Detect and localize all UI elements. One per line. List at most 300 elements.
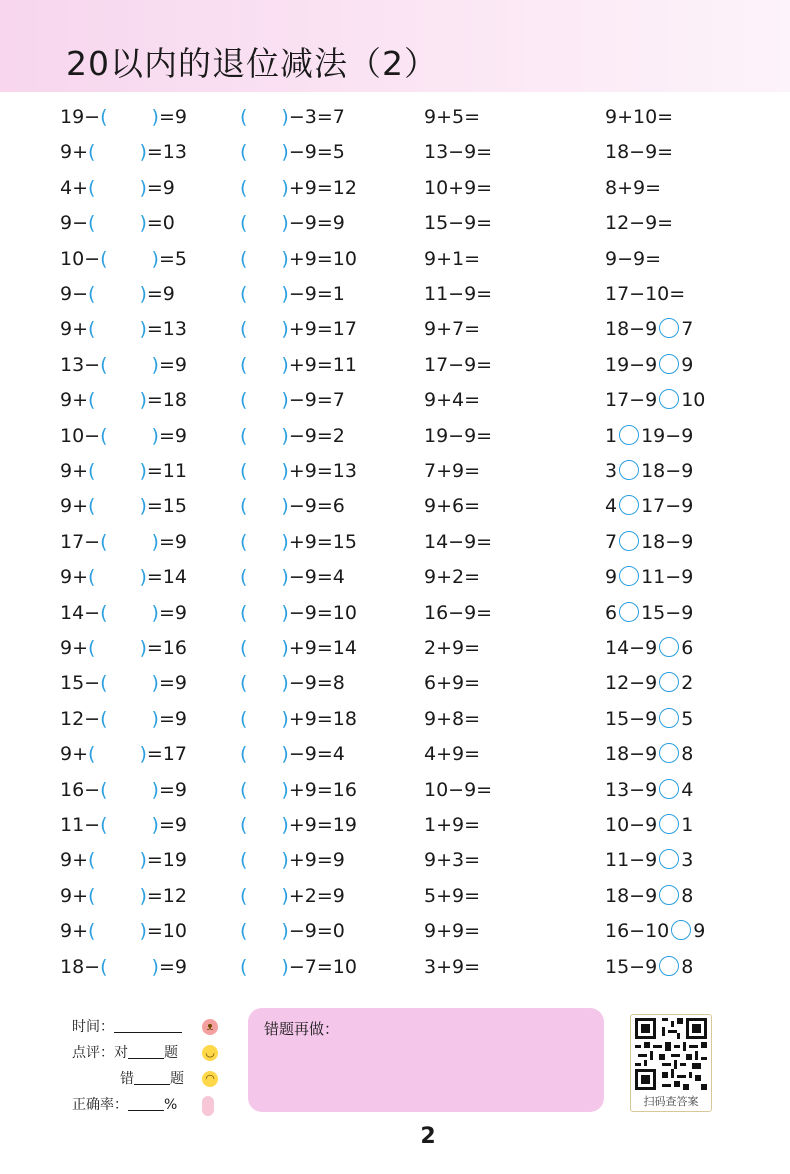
equation-suffix: −9=9 [288, 212, 345, 235]
equation-suffix: −3=7 [288, 106, 345, 128]
equation-prefix: 9− [60, 212, 89, 235]
exercise-row [0, 383, 790, 417]
exercise-col3[interactable]: 14−9= [424, 530, 493, 553]
exercise-col3[interactable]: 19−9= [424, 424, 493, 447]
exercise-col4 [605, 489, 693, 523]
compare-left: 6 [605, 601, 618, 624]
open-paren: ( [240, 849, 248, 872]
close-paren: ) [281, 353, 289, 376]
equation-suffix: =9 [158, 530, 187, 553]
exercise-col2 [240, 242, 357, 276]
equation-prefix: 9+ [60, 884, 89, 907]
equation-suffix: +9=10 [288, 247, 357, 270]
compare-circle[interactable] [659, 814, 679, 834]
exercise-col1 [60, 383, 187, 417]
exercise-row [0, 879, 790, 913]
equation-suffix: =9 [158, 955, 187, 978]
equation-suffix: +9=19 [288, 814, 357, 836]
equation-suffix: =9 [158, 106, 187, 128]
accuracy-row [72, 1094, 177, 1116]
accuracy-label: 正确率： [72, 1097, 128, 1113]
equation-suffix: +9=9 [288, 849, 345, 872]
exercise-col2 [240, 419, 345, 453]
compare-circle[interactable] [619, 531, 639, 551]
correct-blank[interactable] [128, 1044, 164, 1059]
rabbit-icon [202, 1096, 214, 1116]
exercise-row [0, 596, 790, 630]
compare-left: 12−9 [605, 672, 658, 695]
equation-prefix: 9+ [60, 460, 89, 482]
compare-right: 17−9 [641, 495, 694, 518]
exercise-col3[interactable]: 5+9= [424, 884, 481, 907]
equation-suffix: =0 [146, 212, 175, 235]
equation-suffix: −9=1 [288, 283, 345, 305]
exercise-col1 [60, 206, 175, 240]
exercise-col3[interactable]: 15−9= [424, 212, 493, 235]
compare-left: 10−9 [605, 814, 658, 836]
exercise-row [0, 454, 790, 488]
exercise-col1 [60, 843, 187, 877]
exercise-col2 [240, 596, 357, 630]
equation-suffix: =10 [146, 920, 187, 943]
exercise-col4 [605, 843, 693, 877]
time-blank[interactable] [114, 1018, 182, 1033]
equation-suffix: −9=5 [288, 141, 345, 164]
correct-label: 对 [114, 1045, 128, 1061]
retry-box[interactable] [248, 1008, 604, 1112]
close-paren: ) [151, 814, 159, 836]
compare-left: 16−10 [605, 920, 670, 943]
compare-right: 8 [681, 743, 694, 766]
open-paren: ( [240, 743, 248, 766]
equation-prefix: 13− [60, 353, 101, 376]
page-title: 20以内的退位减法（2） [66, 44, 438, 83]
equation-prefix: 9+ [60, 743, 89, 766]
open-paren: ( [100, 106, 108, 128]
close-paren: ) [281, 601, 289, 624]
open-paren: ( [240, 495, 248, 518]
close-paren: ) [139, 176, 147, 199]
open-paren: ( [240, 814, 248, 836]
equation-prefix: 9+ [60, 318, 89, 341]
open-paren: ( [100, 778, 108, 801]
equation-text[interactable]: 17−10= [605, 283, 686, 305]
exercise-row [0, 702, 790, 736]
compare-circle[interactable] [659, 743, 679, 763]
compare-circle[interactable] [659, 637, 679, 657]
equation-suffix: −9=6 [288, 495, 345, 518]
exercise-col3[interactable]: 10+9= [424, 176, 493, 199]
open-paren: ( [100, 601, 108, 624]
compare-left: 15−9 [605, 955, 658, 978]
compare-right: 9 [693, 920, 706, 943]
compare-right: 4 [681, 778, 694, 801]
exercise-col3[interactable]: 3+9= [424, 955, 481, 978]
equation-suffix: =9 [158, 424, 187, 447]
exercise-col4 [605, 171, 661, 205]
compare-right: 15−9 [641, 601, 694, 624]
exercise-col1 [60, 277, 175, 311]
exercise-col2 [240, 135, 345, 169]
exercise-col3[interactable]: 9+8= [424, 707, 481, 730]
open-paren: ( [240, 955, 248, 978]
exercise-col4 [605, 773, 693, 807]
compare-circle[interactable] [659, 779, 679, 799]
open-paren: ( [240, 601, 248, 624]
equation-prefix: 9+ [60, 637, 89, 659]
open-paren: ( [88, 743, 96, 766]
compare-right: 8 [681, 955, 694, 978]
compare-left: 14−9 [605, 637, 658, 659]
exercise-col2 [240, 631, 357, 665]
open-paren: ( [88, 920, 96, 943]
exercise-col1 [60, 914, 187, 948]
exercise-col4 [605, 596, 693, 630]
close-paren: ) [281, 637, 289, 659]
exercise-row [0, 914, 790, 948]
qr-code-card[interactable] [630, 1014, 712, 1112]
equation-suffix: +9=15 [288, 530, 357, 553]
equation-text[interactable]: 8+9= [605, 176, 662, 199]
open-paren: ( [88, 212, 96, 235]
compare-circle[interactable] [619, 602, 639, 622]
close-paren: ) [139, 743, 147, 766]
close-paren: ) [281, 176, 289, 199]
exercise-col1 [60, 737, 187, 771]
compare-right: 11−9 [641, 566, 694, 589]
exercise-row [0, 277, 790, 311]
exercise-col3[interactable]: 17−9= [424, 353, 493, 376]
equation-prefix: 17− [60, 530, 101, 553]
compare-right: 10 [681, 389, 706, 412]
close-paren: ) [281, 212, 289, 235]
equation-prefix: 9+ [60, 389, 89, 412]
compare-circle[interactable] [659, 708, 679, 728]
compare-circle[interactable] [619, 425, 639, 445]
equation-suffix: −9=4 [288, 566, 345, 589]
compare-left: 11−9 [605, 849, 658, 872]
close-paren: ) [139, 283, 147, 305]
compare-left: 1 [605, 424, 618, 447]
compare-left: 4 [605, 495, 618, 518]
equation-suffix: =15 [146, 495, 187, 518]
equation-prefix: 9+ [60, 141, 89, 164]
equation-prefix: 9+ [60, 566, 89, 589]
equation-suffix: =9 [146, 283, 175, 305]
exercise-col3[interactable]: 9+2= [424, 566, 481, 589]
exercise-col1 [60, 135, 187, 169]
open-paren: ( [240, 530, 248, 553]
open-paren: ( [240, 424, 248, 447]
exercise-col1 [60, 525, 187, 559]
compare-right: 2 [681, 672, 694, 695]
open-paren: ( [240, 672, 248, 695]
exercise-col1 [60, 950, 187, 984]
equation-prefix: 9+ [60, 495, 89, 518]
correct-unit: 题 [164, 1045, 178, 1061]
compare-right: 19−9 [641, 424, 694, 447]
compare-left: 7 [605, 530, 618, 553]
open-paren: ( [240, 318, 248, 341]
exercise-col3[interactable]: 4+9= [424, 743, 481, 766]
review-row [72, 1042, 178, 1064]
compare-circle[interactable] [619, 566, 639, 586]
exercise-col2 [240, 454, 357, 488]
review-label: 点评： [72, 1045, 114, 1061]
equation-prefix: 18− [60, 955, 101, 978]
exercise-col1 [60, 560, 187, 594]
compare-left: 18−9 [605, 318, 658, 341]
compare-circle[interactable] [659, 318, 679, 338]
exercise-row [0, 348, 790, 382]
close-paren: ) [151, 672, 159, 695]
exercise-col4 [605, 242, 661, 276]
exercise-col2 [240, 383, 345, 417]
compare-right: 7 [681, 318, 694, 341]
header-banner [0, 0, 790, 92]
exercise-col3[interactable]: 6+9= [424, 672, 481, 695]
equation-prefix: 10− [60, 247, 101, 270]
equation-suffix: +9=12 [288, 176, 357, 199]
open-paren: ( [88, 495, 96, 518]
close-paren: ) [281, 707, 289, 730]
open-paren: ( [240, 247, 248, 270]
exercise-row [0, 773, 790, 807]
close-paren: ) [151, 247, 159, 270]
close-paren: ) [139, 141, 147, 164]
equation-suffix: −9=4 [288, 743, 345, 766]
exercise-col4 [605, 135, 673, 169]
compare-right: 18−9 [641, 460, 694, 482]
exercise-col1 [60, 419, 187, 453]
open-paren: ( [100, 955, 108, 978]
exercise-col3[interactable]: 9+1= [424, 247, 481, 270]
compare-right: 5 [681, 707, 694, 730]
close-paren: ) [139, 318, 147, 341]
equation-text[interactable]: 12−9= [605, 212, 674, 235]
wrong-blank[interactable] [134, 1070, 170, 1085]
equation-suffix: −7=10 [288, 955, 357, 978]
compare-circle[interactable] [659, 389, 679, 409]
close-paren: ) [281, 778, 289, 801]
exercise-col3[interactable]: 9+6= [424, 495, 481, 518]
equation-suffix: +9=17 [288, 318, 357, 341]
equation-suffix: =19 [146, 849, 187, 872]
exercise-col2 [240, 312, 357, 346]
equation-suffix: =17 [146, 743, 187, 766]
close-paren: ) [281, 283, 289, 305]
open-paren: ( [88, 637, 96, 659]
exercise-col2 [240, 348, 357, 382]
open-paren: ( [240, 106, 248, 128]
exercise-col4 [605, 631, 693, 665]
compare-left: 17−9 [605, 389, 658, 412]
equation-suffix: −9=2 [288, 424, 345, 447]
exercise-row [0, 206, 790, 240]
pig-face-icon: ᴥ [202, 1019, 218, 1035]
exercise-col2 [240, 773, 357, 807]
equation-prefix: 9+ [60, 920, 89, 943]
compare-right: 3 [681, 849, 694, 872]
equation-suffix: =9 [158, 778, 187, 801]
exercise-col1 [60, 489, 187, 523]
exercise-col1 [60, 454, 187, 488]
close-paren: ) [139, 849, 147, 872]
close-paren: ) [281, 141, 289, 164]
compare-right: 6 [681, 637, 694, 659]
percent-sign: % [164, 1097, 178, 1113]
equation-prefix: 19− [60, 106, 101, 128]
wrong-label: 错 [120, 1071, 134, 1087]
equation-suffix: =14 [146, 566, 187, 589]
equation-suffix: =11 [146, 460, 187, 482]
exercise-col2 [240, 950, 357, 984]
exercise-col4 [605, 348, 693, 382]
exercise-col3[interactable]: 9+5= [424, 106, 481, 128]
open-paren: ( [240, 778, 248, 801]
exercise-col3[interactable]: 2+9= [424, 637, 481, 659]
exercise-col4 [605, 525, 693, 559]
equation-prefix: 11− [60, 814, 101, 836]
close-paren: ) [281, 318, 289, 341]
open-paren: ( [100, 707, 108, 730]
compare-left: 13−9 [605, 778, 658, 801]
equation-text[interactable]: 9−9= [605, 247, 662, 270]
exercise-col4 [605, 312, 693, 346]
equation-suffix: =9 [158, 707, 187, 730]
exercise-col4 [605, 100, 673, 134]
compare-left: 9 [605, 566, 618, 589]
open-paren: ( [240, 353, 248, 376]
close-paren: ) [151, 778, 159, 801]
compare-circle[interactable] [659, 354, 679, 374]
equation-suffix: =9 [158, 814, 187, 836]
close-paren: ) [281, 743, 289, 766]
compare-circle[interactable] [619, 495, 639, 515]
exercise-col4 [605, 879, 693, 913]
time-row [72, 1016, 182, 1038]
qr-code-icon [635, 1018, 707, 1090]
equation-suffix: =16 [146, 637, 187, 659]
equation-suffix: =9 [146, 176, 175, 199]
exercise-col3[interactable]: 7+9= [424, 460, 481, 482]
exercise-col3[interactable]: 9+7= [424, 318, 481, 341]
exercise-col3[interactable]: 16−9= [424, 601, 493, 624]
exercise-col3[interactable]: 10−9= [424, 778, 493, 801]
open-paren: ( [240, 884, 248, 907]
close-paren: ) [281, 920, 289, 943]
exercise-row [0, 666, 790, 700]
close-paren: ) [139, 566, 147, 589]
open-paren: ( [240, 920, 248, 943]
equation-suffix: =9 [158, 353, 187, 376]
equation-suffix: +9=11 [288, 353, 357, 376]
open-paren: ( [88, 318, 96, 341]
equation-suffix: +2=9 [288, 884, 345, 907]
compare-left: 15−9 [605, 707, 658, 730]
close-paren: ) [281, 955, 289, 978]
equation-prefix: 4+ [60, 176, 89, 199]
exercise-col3[interactable]: 9+3= [424, 849, 481, 872]
compare-circle[interactable] [659, 849, 679, 869]
exercise-col1 [60, 631, 187, 665]
exercise-row [0, 171, 790, 205]
exercise-col3[interactable]: 9+4= [424, 389, 481, 412]
exercise-col4 [605, 808, 693, 842]
equation-suffix: +9=13 [288, 460, 357, 482]
open-paren: ( [240, 389, 248, 412]
exercise-col2 [240, 843, 345, 877]
equation-text[interactable]: 9+10= [605, 106, 674, 128]
close-paren: ) [151, 601, 159, 624]
exercise-col3[interactable]: 1+9= [424, 814, 481, 836]
exercise-row [0, 560, 790, 594]
exercise-col2 [240, 914, 345, 948]
exercise-row [0, 950, 790, 984]
compare-left: 3 [605, 460, 618, 482]
open-paren: ( [88, 884, 96, 907]
open-paren: ( [88, 141, 96, 164]
compare-right: 1 [681, 814, 694, 836]
close-paren: ) [151, 707, 159, 730]
exercise-col2 [240, 737, 345, 771]
compare-circle[interactable] [659, 956, 679, 976]
exercise-col2 [240, 525, 357, 559]
exercise-col3[interactable]: 11−9= [424, 283, 493, 305]
compare-circle[interactable] [619, 460, 639, 480]
wrong-row [120, 1068, 184, 1090]
open-paren: ( [240, 707, 248, 730]
exercise-row [0, 100, 790, 134]
compare-circle[interactable] [659, 885, 679, 905]
exercise-col2 [240, 879, 345, 913]
exercise-row [0, 242, 790, 276]
open-paren: ( [88, 566, 96, 589]
exercise-col3[interactable]: 13−9= [424, 141, 493, 164]
equation-suffix: −9=0 [288, 920, 345, 943]
time-label: 时间： [72, 1019, 114, 1035]
equation-suffix: =13 [146, 318, 187, 341]
exercise-col4 [605, 560, 693, 594]
accuracy-blank[interactable] [128, 1096, 164, 1111]
equation-prefix: 16− [60, 778, 101, 801]
exercise-col4 [605, 454, 693, 488]
equation-suffix: +9=16 [288, 778, 357, 801]
exercise-row [0, 843, 790, 877]
exercise-col1 [60, 596, 187, 630]
exercise-col4 [605, 666, 693, 700]
equation-prefix: 9− [60, 283, 89, 305]
close-paren: ) [281, 814, 289, 836]
compare-right: 8 [681, 884, 694, 907]
exercise-col3[interactable]: 9+9= [424, 920, 481, 943]
open-paren: ( [240, 637, 248, 659]
exercise-col1 [60, 100, 187, 134]
exercise-col2 [240, 808, 357, 842]
open-paren: ( [100, 247, 108, 270]
exercise-col1 [60, 312, 187, 346]
equation-text[interactable]: 18−9= [605, 141, 674, 164]
compare-circle[interactable] [671, 920, 691, 940]
equation-suffix: =9 [158, 672, 187, 695]
close-paren: ) [281, 389, 289, 412]
equation-suffix: =5 [158, 247, 187, 270]
exercise-col1 [60, 702, 187, 736]
exercise-row [0, 489, 790, 523]
exercise-col4 [605, 914, 705, 948]
compare-circle[interactable] [659, 672, 679, 692]
exercise-row [0, 808, 790, 842]
